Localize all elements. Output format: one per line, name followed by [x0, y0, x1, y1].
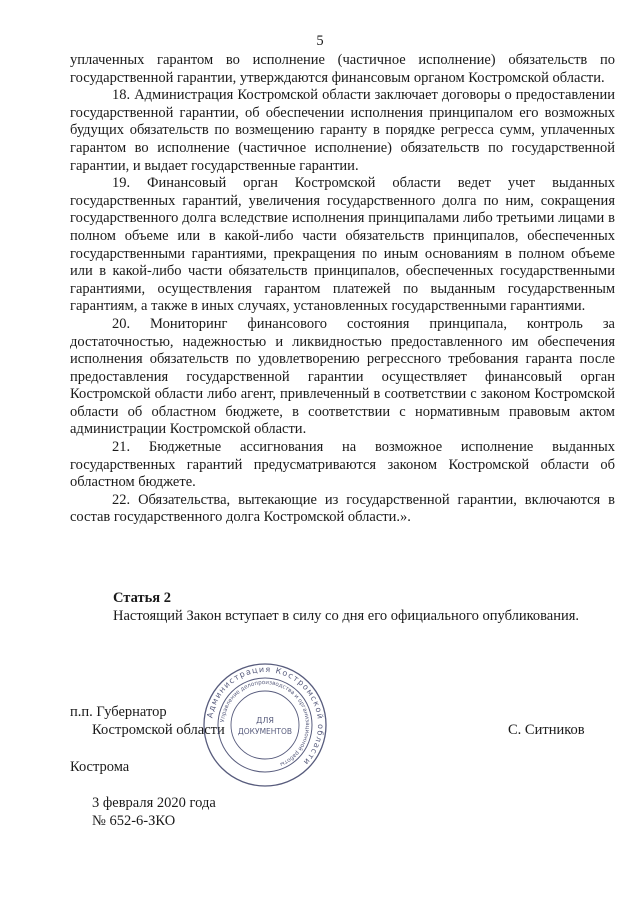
- paragraph-continuation: уплаченных гарантом во исполнение (частичное исполнение) обязательств по государственной гарантии, утверждаются финансовым органом Костромской области.: [70, 52, 615, 86]
- document-body: [70, 52, 615, 527]
- document-number: № 652-6-ЗКО: [92, 813, 176, 829]
- article-title: Статья 2: [113, 590, 171, 606]
- signing-date: 3 февраля 2020 года: [92, 795, 216, 811]
- paragraph-21: 21. Бюджетные ассигнования на возможное исполнение выданных государственных гарантий предусматриваются законом Костромской области об областном бюджете.: [70, 439, 615, 491]
- signatory-role: п.п. Губернатор: [70, 704, 167, 720]
- stamp-outer-text: Администрация Костромской области: [205, 664, 326, 768]
- paragraph-18: 18. Администрация Костромской области заключает договоры о предоставлении государственной гарантии, об обеспечении исполнения принципалом его возможных будущих обязательств по возмещению гаранту в порядке регресса сумм, уплаченных гарантом во исполнение (частичное исполнение) обязательств по государственной гарантии, и выдает государственные гарантии.: [70, 87, 615, 174]
- paragraph-20: 20. Мониторинг финансового состояния принципала, контроль за достаточностью, надежностью и ликвидностью предоставленного им обеспечения исполнения обязательств по удовлетворению регрессного требования гаранта после предоставления государственной гарантии осуществляет финансовый орган Костромской области либо агент, привлеченный в соответствии с законом Костромской области об областном бюджете, в соответствии с нормативным правовым актом администрации Костромской области.: [70, 315, 615, 438]
- stamp-inner-ring: [231, 691, 299, 759]
- page-number: 5: [316, 33, 324, 49]
- stamp-center-line-2: ДОКУМЕНТОВ: [237, 727, 293, 736]
- paragraph-19: 19. Финансовый орган Костромской области ведет учет выданных государственных гарантий, увеличения государственного долга по ним, сокращения государственного долга вследствие исполнения принципалами либо третьими лицами в полном объеме или в какой-либо части обязательств принципалов, обеспеченных государственными гарантиями, прекращения по иным основаниям в полном объеме или в какой-либо части обязательств принципалов, обеспеченных государственными гарантиями, осуществления гарантом платежей по выданным государственным гарантиям, а также в иных случаях, установленных государственными гарантиями.: [70, 175, 615, 315]
- signing-city: Кострома: [70, 759, 130, 775]
- signatory-name: С. Ситников: [508, 722, 585, 738]
- stamp-middle-ring: [218, 678, 312, 772]
- signatory-region: Костромской области: [92, 722, 225, 738]
- stamp-inner-text: Управление делопроизводства и организационной работы: [220, 679, 311, 767]
- paragraph-22: 22. Обязательства, вытекающие из государственной гарантии, включаются в состав государственного долга Костромской области.».: [70, 491, 615, 526]
- official-seal-stamp: [200, 660, 330, 790]
- article-body: Настоящий Закон вступает в силу со дня его официального опубликования.: [113, 607, 580, 624]
- stamp-center-line-1: ДЛЯ: [256, 716, 274, 725]
- article-2: [113, 590, 579, 625]
